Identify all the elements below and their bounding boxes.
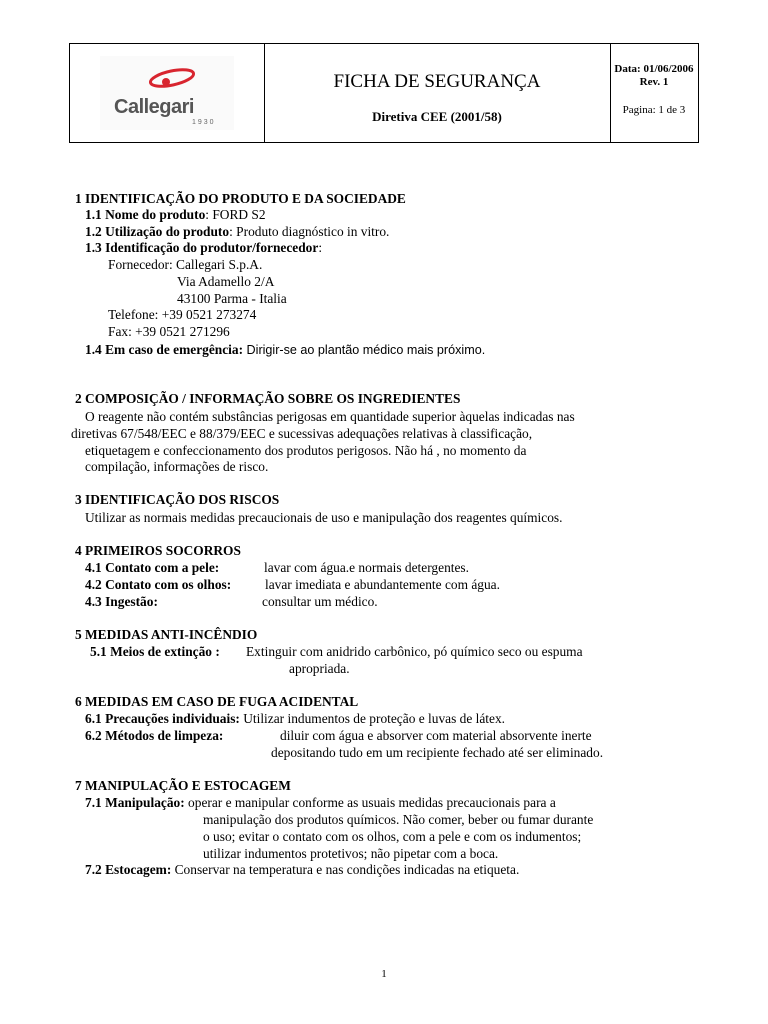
section-2-heading: 2 COMPOSIÇÃO / INFORMAÇÃO SOBRE OS INGREDIENTES bbox=[75, 391, 461, 406]
extinguishing-value: Extinguir com anidrido carbônico, pó químico seco ou espuma bbox=[246, 644, 583, 659]
info-cell bbox=[610, 44, 698, 142]
storage-value: Conservar na temperatura e nas condições indicadas na etiqueta. bbox=[171, 862, 520, 877]
supplier-line: Fornecedor: Callegari S.p.A. bbox=[108, 257, 263, 272]
skin-contact-label: 4.1 Contato com a pele: bbox=[85, 560, 220, 575]
section-6-heading: 6 MEDIDAS EM CASO DE FUGA ACIDENTAL bbox=[75, 694, 359, 709]
section-4-heading: 4 PRIMEIROS SOCORROS bbox=[75, 543, 241, 558]
storage-line bbox=[85, 862, 519, 878]
producer-colon: : bbox=[318, 240, 323, 255]
individual-precautions-value: Utilizar indumentos de proteção e luvas de látex. bbox=[239, 711, 505, 726]
title-cell bbox=[264, 44, 611, 142]
handling-cont-1: manipulação dos produtos químicos. Não comer, beber ou fumar durante bbox=[203, 812, 594, 827]
logo-cell bbox=[70, 44, 265, 142]
section-1-heading: 1 IDENTIFICAÇÃO DO PRODUTO E DA SOCIEDADE bbox=[75, 191, 406, 206]
storage-label: 7.2 Estocagem: bbox=[85, 862, 172, 877]
address-line-1: Via Adamello 2/A bbox=[177, 274, 275, 289]
individual-precautions-label: 6.1 Precauções individuais: bbox=[85, 711, 240, 726]
product-name-label: 1.1 Nome do produto bbox=[85, 207, 206, 222]
revision-info bbox=[610, 63, 698, 89]
handling-line bbox=[85, 795, 556, 811]
product-use-label: 1.2 Utilização do produto bbox=[85, 224, 230, 239]
emergency-line bbox=[85, 342, 485, 358]
product-use-line bbox=[85, 224, 389, 240]
section-3-heading: 3 IDENTIFICAÇÃO DOS RISCOS bbox=[75, 492, 280, 507]
skin-contact-value: lavar com água.e normais detergentes. bbox=[264, 560, 469, 575]
handling-label: 7.1 Manipulação: bbox=[85, 795, 185, 810]
document-title: FICHA DE SEGURANÇA bbox=[333, 71, 541, 92]
logo-text: Callegari bbox=[114, 96, 194, 118]
date-label: Data: 01/06/2006 bbox=[614, 63, 694, 75]
section-2-text-2: diretivas 67/548/EEC e 88/379/EEC e sucessivas adequações relativas à classificação, bbox=[71, 426, 533, 441]
product-use-value: : Produto diagnóstico in vitro. bbox=[229, 224, 390, 239]
section-2-text-4: compilação, informações de risco. bbox=[85, 459, 269, 474]
phone-line: Telefone: +39 0521 273274 bbox=[108, 307, 257, 322]
callegari-logo bbox=[100, 56, 234, 130]
extinguishing-cont: apropriada. bbox=[289, 661, 350, 676]
logo-year: 1930 bbox=[192, 119, 216, 126]
handling-value: operar e manipular conforme as usuais medidas precaucionais para a bbox=[184, 795, 556, 810]
handling-cont-3: utilizar indumentos protetivos; não pipetar com a boca. bbox=[203, 846, 499, 861]
individual-precautions-line bbox=[85, 711, 505, 727]
cleaning-methods-cont: depositando tudo em um recipiente fechado até ser eliminado. bbox=[271, 745, 604, 760]
logo-swoosh-icon bbox=[100, 56, 234, 96]
cleaning-methods-label: 6.2 Métodos de limpeza: bbox=[85, 728, 224, 743]
eye-contact-value: lavar imediata e abundantemente com água. bbox=[265, 577, 500, 592]
product-name-line bbox=[85, 207, 266, 223]
producer-label: 1.3 Identificação do produtor/fornecedor bbox=[85, 240, 319, 255]
eye-contact-label: 4.2 Contato com os olhos: bbox=[85, 577, 232, 592]
producer-line bbox=[85, 240, 322, 256]
ingestion-value: consultar um médico. bbox=[262, 594, 378, 609]
document-header bbox=[69, 43, 699, 143]
document-subtitle: Diretiva CEE (2001/58) bbox=[372, 109, 502, 124]
ingestion-label: 4.3 Ingestão: bbox=[85, 594, 158, 609]
section-5-heading: 5 MEDIDAS ANTI-INCÊNDIO bbox=[75, 627, 258, 642]
section-2-text-3: etiquetagem e confeccionamento dos produtos perigosos. Não há , no momento da bbox=[85, 443, 527, 458]
page-indicator: Pagina: 1 de 3 bbox=[622, 104, 686, 116]
cleaning-methods-value: diluir com água e absorver com material absorvente inerte bbox=[280, 728, 592, 743]
address-line-2: 43100 Parma - Italia bbox=[177, 291, 287, 306]
fax-line: Fax: +39 0521 271296 bbox=[108, 324, 230, 339]
emergency-label: 1.4 Em caso de emergência: bbox=[85, 342, 244, 357]
handling-cont-2: o uso; evitar o contato com os olhos, com a pele e com os indumentos; bbox=[203, 829, 582, 844]
section-2-text-1: O reagente não contém substâncias perigosas em quantidade superior àquelas indicadas nas bbox=[85, 409, 575, 424]
product-name-value: : FORD S2 bbox=[205, 207, 266, 222]
section-7-heading: 7 MANIPULAÇÃO E ESTOCAGEM bbox=[75, 778, 291, 793]
page-number: 1 bbox=[381, 968, 387, 980]
section-3-text: Utilizar as normais medidas precaucionais de uso e manipulação dos reagentes químicos. bbox=[85, 510, 563, 525]
revision-label: Rev. 1 bbox=[639, 76, 669, 88]
extinguishing-label: 5.1 Meios de extinção : bbox=[90, 644, 220, 659]
emergency-value: Dirigir-se ao plantão médico mais próximo. bbox=[243, 343, 486, 357]
